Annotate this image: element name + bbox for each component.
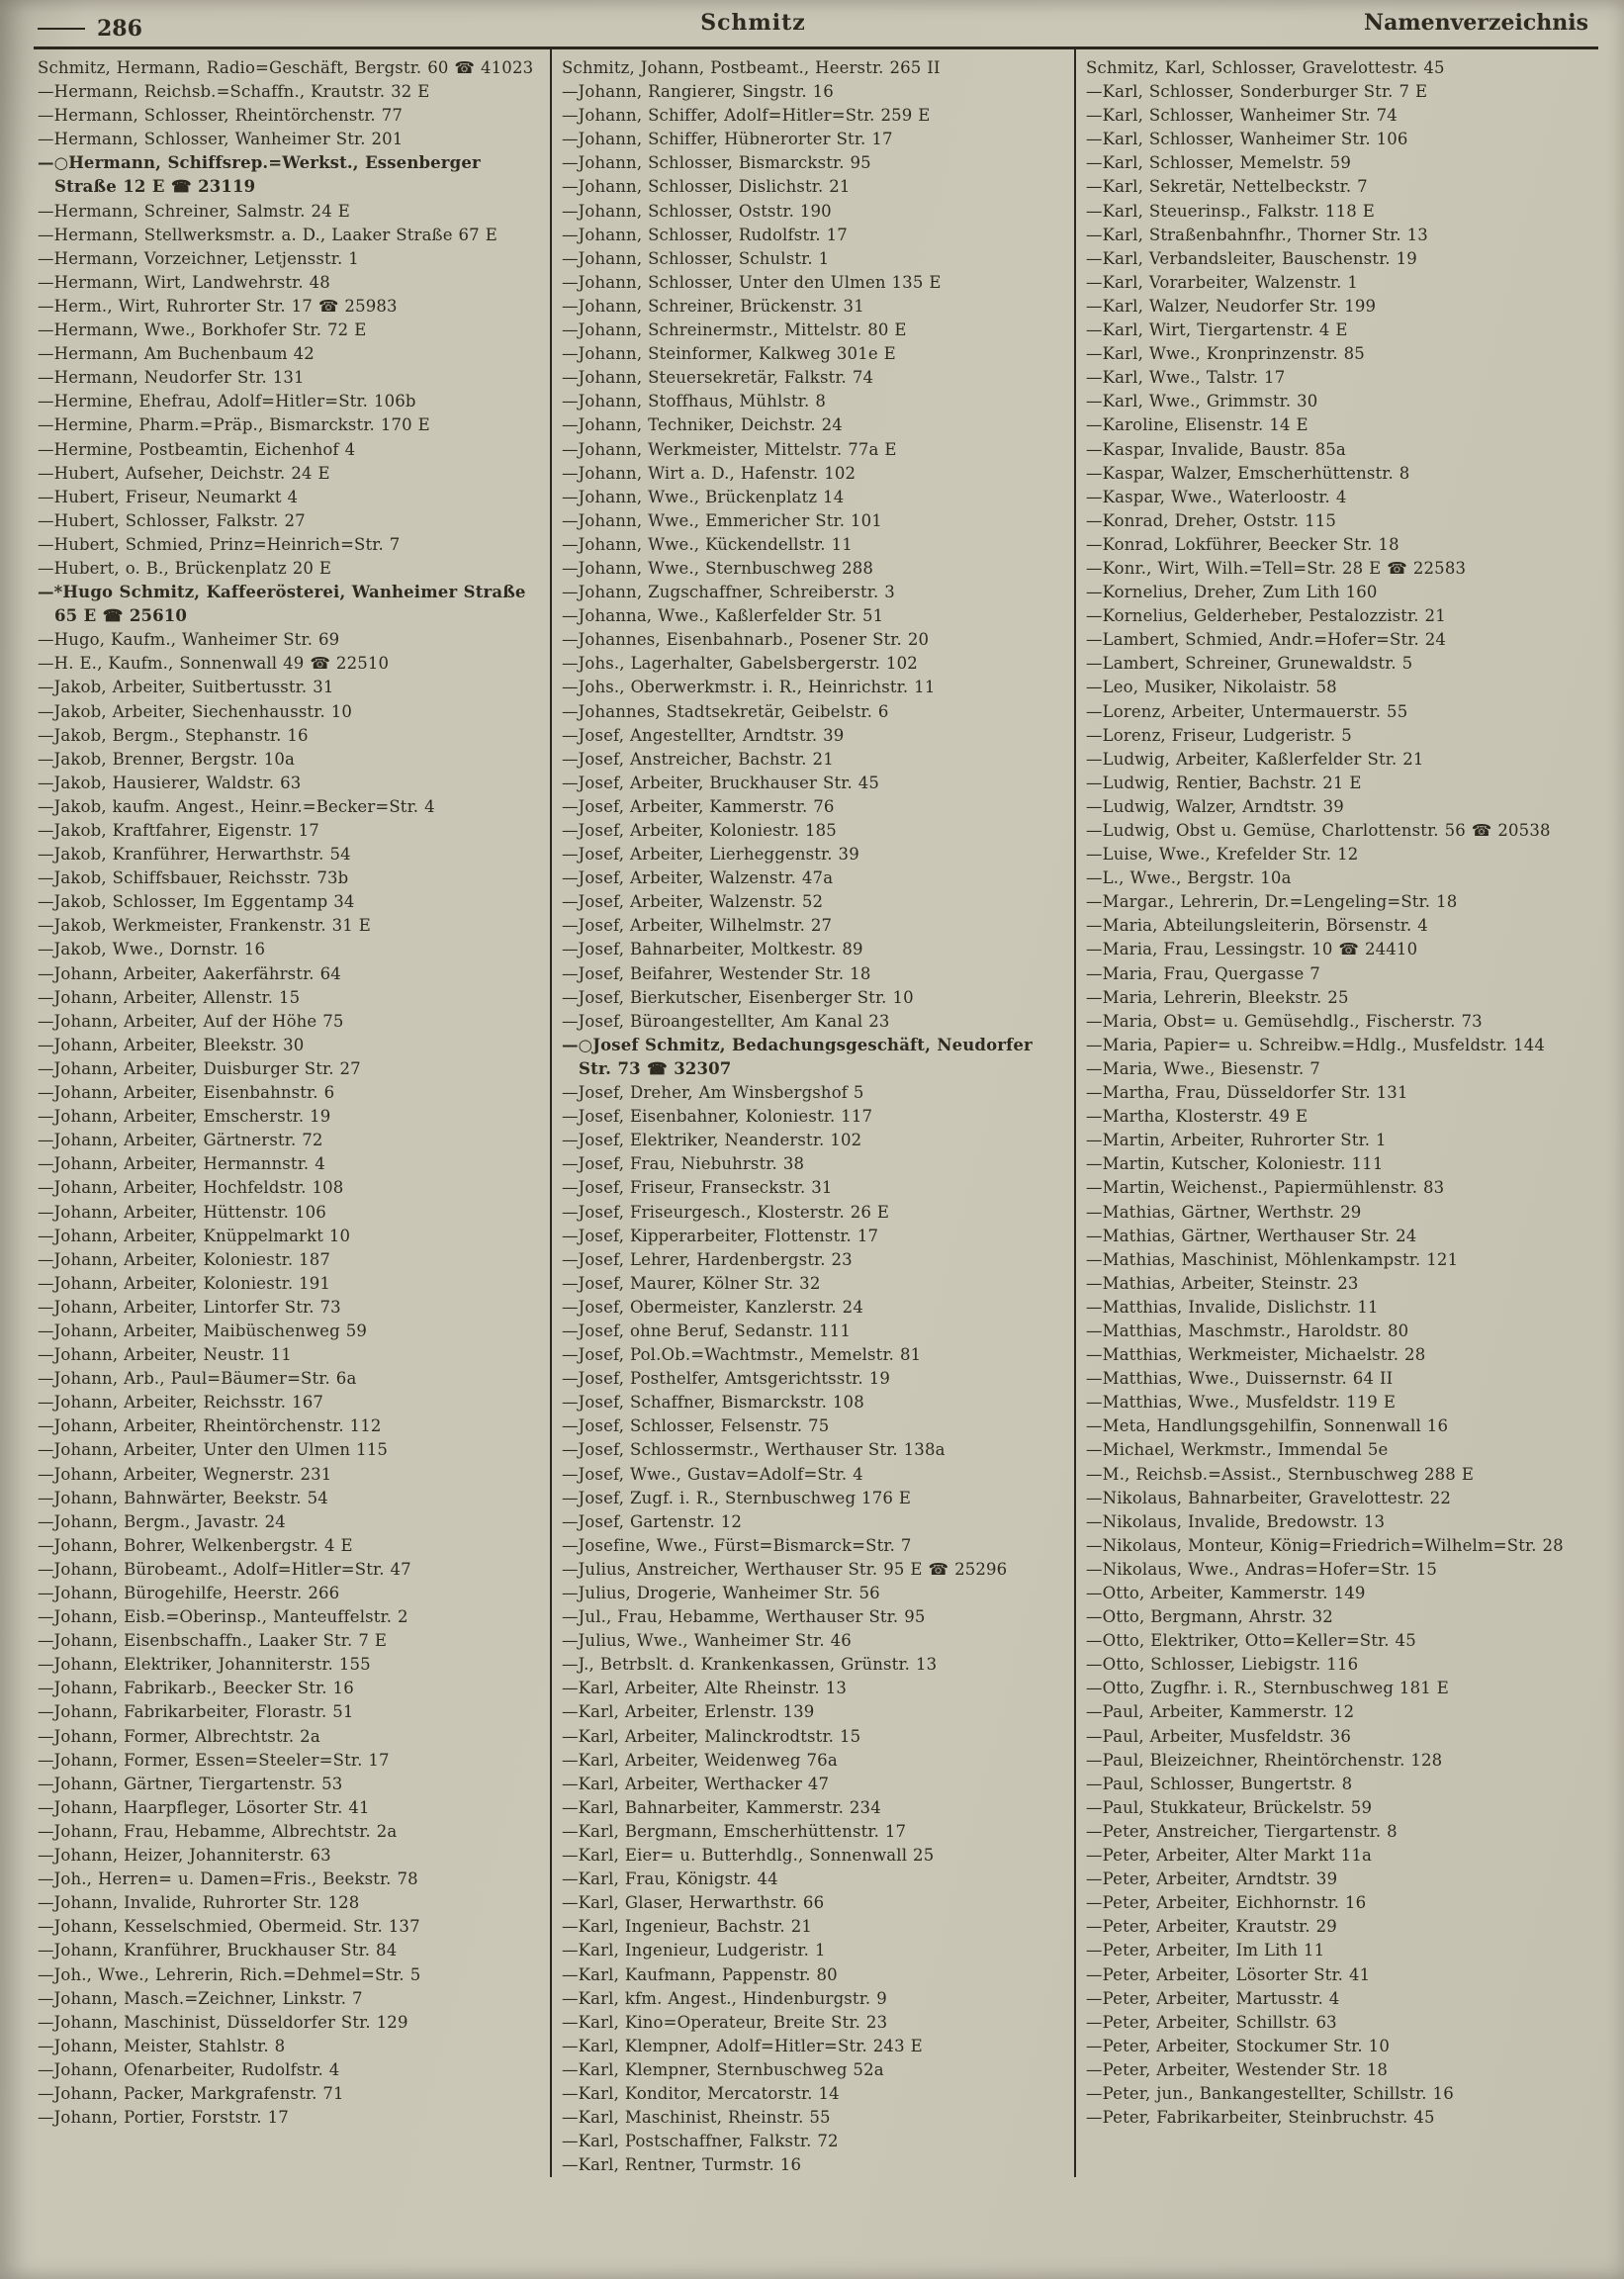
directory-entry: Schmitz, Johann, Postbeamt., Heerstr. 265 II: [562, 58, 941, 77]
directory-entry: —Jakob, Brenner, Bergstr. 10a: [38, 749, 295, 769]
directory-entry: —Lambert, Schmied, Andr.=Hofer=Str. 24: [1086, 630, 1447, 650]
page-title: Schmitz: [700, 10, 806, 36]
directory-entry: —Nikolaus, Wwe., Andras=Hofer=Str. 15: [1086, 1559, 1437, 1579]
directory-entry: —Lambert, Schreiner, Grunewaldstr. 5: [1086, 654, 1413, 674]
directory-entry: —Johann, Maschinist, Düsseldorfer Str. 129: [38, 2012, 408, 2032]
directory-entry: —Martha, Klosterstr. 49 E: [1086, 1107, 1308, 1127]
directory-column-1: [34, 49, 550, 2177]
directory-entry: —Karl, Wwe., Talstr. 17: [1086, 368, 1286, 388]
directory-entry: —Johann, Arbeiter, Auf der Höhe 75: [38, 1011, 344, 1031]
directory-entry: —Johs., Lagerhalter, Gabelsbergerstr. 102: [562, 654, 918, 674]
directory-entry: —Karl, Bahnarbeiter, Kammerstr. 234: [562, 1797, 881, 1817]
directory-entry: —Johann, Techniker, Deichstr. 24: [562, 415, 843, 435]
directory-entry: —M., Reichsb.=Assist., Sternbuschweg 288 E: [1086, 1464, 1475, 1484]
directory-entry: —Nikolaus, Bahnarbeiter, Gravelottestr. 22: [1086, 1488, 1452, 1507]
directory-column-3: [1074, 49, 1598, 2177]
directory-entry: —Nikolaus, Monteur, König=Friedrich=Wilhelm=Str. 28: [1086, 1535, 1564, 1555]
directory-entry: —Karl, Wirt, Tiergartenstr. 4 E: [1086, 320, 1348, 340]
directory-entry: —Josef, ohne Beruf, Sedanstr. 111: [562, 1321, 852, 1340]
directory-entry: —Karl, Schlosser, Wanheimer Str. 74: [1086, 106, 1398, 126]
directory-entry: —Johann, Heizer, Johanniterstr. 63: [38, 1846, 331, 1866]
directory-entry: —Jakob, Werkmeister, Frankenstr. 31 E: [38, 916, 372, 936]
directory-entry: —Josef, Zugf. i. R., Sternbuschweg 176 E: [562, 1488, 912, 1507]
directory-entry: —Josef, Eisenbahner, Koloniestr. 117: [562, 1107, 873, 1127]
directory-entry: —Hubert, Schlosser, Falkstr. 27: [38, 510, 306, 530]
directory-entry: —Johann, Meister, Stahlstr. 8: [38, 2036, 286, 2055]
directory-entry: Schmitz, Karl, Schlosser, Gravelottestr. 45: [1086, 58, 1445, 77]
directory-entry: —Jakob, Arbeiter, Siechenhausstr. 10: [38, 701, 353, 721]
directory-entry: —Josef, Anstreicher, Bachstr. 21: [562, 749, 834, 769]
directory-entry: —Johann, Haarpfleger, Lösorter Str. 41: [38, 1797, 370, 1817]
directory-entry: —Johann, Frau, Hebamme, Albrechtstr. 2a: [38, 1821, 398, 1841]
directory-entry: —Johann, Arbeiter, Maibüschenweg 59: [38, 1321, 367, 1340]
directory-entry: —Josef, Arbeiter, Bruckhauser Str. 45: [562, 773, 880, 792]
directory-entry: —Johann, Fabrikarb., Beecker Str. 16: [38, 1679, 354, 1698]
directory-entry: —Jakob, Bergm., Stephanstr. 16: [38, 725, 309, 745]
directory-entry: —Ludwig, Arbeiter, Kaßlerfelder Str. 21: [1086, 749, 1424, 769]
directory-entry: —Josef, Schlosser, Felsenstr. 75: [562, 1416, 830, 1436]
directory-entry: —Karl, Arbeiter, Erlenstr. 139: [562, 1702, 815, 1722]
directory-entry: —Hermann, Am Buchenbaum 42: [38, 344, 315, 364]
directory-entry: —Leo, Musiker, Nikolaistr. 58: [1086, 678, 1337, 697]
directory-entry: —Johann, Former, Essen=Steeler=Str. 17: [38, 1750, 390, 1770]
directory-entry: —Karl, Bergmann, Emscherhüttenstr. 17: [562, 1821, 907, 1841]
directory-entry: —Josef, Elektriker, Neanderstr. 102: [562, 1131, 862, 1150]
directory-entry: —Josef, Arbeiter, Lierheggenstr. 39: [562, 845, 859, 865]
directory-entry: —Josef, Arbeiter, Walzenstr. 47a: [562, 868, 834, 888]
directory-entry: —Johann, Bergm., Javastr. 24: [38, 1511, 286, 1531]
directory-entry: —Luise, Wwe., Krefelder Str. 12: [1086, 845, 1359, 865]
directory-entry: —Johann, Arbeiter, Eisenbahnstr. 6: [38, 1083, 335, 1103]
directory-entry: —Johann, Steinformer, Kalkweg 301e E: [562, 344, 896, 364]
directory-entry: —Karl, Arbeiter, Alte Rheinstr. 13: [562, 1679, 847, 1698]
directory-entry: —○Hermann, Schiffsrep.=Werkst., Essenberger Straße 12 E ☎ 23119: [38, 153, 481, 197]
directory-entry: —Johann, Schlosser, Dislichstr. 21: [562, 177, 851, 197]
directory-entry: —Peter, Arbeiter, Krautstr. 29: [1086, 1917, 1337, 1937]
directory-entry: —Josef, Friseur, Franseckstr. 31: [562, 1178, 833, 1198]
directory-entry: —Matthias, Invalide, Dislichstr. 11: [1086, 1297, 1379, 1317]
directory-entry: —Peter, Arbeiter, Schillstr. 63: [1086, 2012, 1337, 2032]
directory-entry: —Lorenz, Arbeiter, Untermauerstr. 55: [1086, 701, 1408, 721]
directory-entry: —Peter, Anstreicher, Tiergartenstr. 8: [1086, 1821, 1398, 1841]
directory-entry: —Johann, Arbeiter, Unter den Ulmen 115: [38, 1440, 389, 1460]
directory-entry: —Johann, Arbeiter, Gärtnerstr. 72: [38, 1131, 323, 1150]
directory-entry: —Hermann, Neudorfer Str. 131: [38, 368, 305, 388]
directory-entry: —Peter, Fabrikarbeiter, Steinbruchstr. 45: [1086, 2108, 1435, 2128]
directory-entry: —*Hugo Schmitz, Kaffeerösterei, Wanheimer Straße 65 E ☎ 25610: [38, 583, 526, 626]
directory-entry: —Otto, Zugfhr. i. R., Sternbuschweg 181 E: [1086, 1679, 1449, 1698]
directory-entry: —Matthias, Werkmeister, Michaelstr. 28: [1086, 1345, 1426, 1365]
directory-entry: —Johann, Arbeiter, Hüttenstr. 106: [38, 1202, 326, 1222]
page-header: [34, 8, 1598, 49]
directory-entry: —Johann, Arbeiter, Lintorfer Str. 73: [38, 1297, 341, 1317]
directory-entry: —Hugo, Kaufm., Wanheimer Str. 69: [38, 630, 340, 650]
directory-entry: —Karl, Verbandsleiter, Bauschenstr. 19: [1086, 248, 1417, 268]
directory-entry: —Kaspar, Invalide, Baustr. 85a: [1086, 439, 1346, 459]
directory-entry: —Johann, Arbeiter, Aakerfährstr. 64: [38, 963, 341, 983]
directory-entry: —Jakob, Schiffsbauer, Reichsstr. 73b: [38, 868, 349, 888]
directory-entry: —Hubert, Schmied, Prinz=Heinrich=Str. 7: [38, 534, 401, 554]
directory-entry: —Johann, Zugschaffner, Schreiberstr. 3: [562, 583, 895, 602]
directory-entry: —Peter, Arbeiter, Westender Str. 18: [1086, 2059, 1389, 2079]
directory-entry: —Hermann, Wwe., Borkhofer Str. 72 E: [38, 320, 367, 340]
header-left: [38, 16, 142, 42]
directory-entry: —Martin, Arbeiter, Ruhrorter Str. 1: [1086, 1131, 1387, 1150]
directory-entry: —Johann, Elektriker, Johanniterstr. 155: [38, 1655, 371, 1675]
directory-entry: —Johs., Oberwerkmstr. i. R., Heinrichstr. 11: [562, 678, 936, 697]
directory-entry: —Johanna, Wwe., Kaßlerfelder Str. 51: [562, 606, 884, 626]
directory-entry: —Johann, Arbeiter, Koloniestr. 191: [38, 1273, 331, 1293]
directory-entry: —Konrad, Dreher, Oststr. 115: [1086, 510, 1337, 530]
directory-entry: —Johann, Fabrikarbeiter, Florastr. 51: [38, 1702, 354, 1722]
directory-entry: —Johann, Schreinermstr., Mittelstr. 80 E: [562, 320, 907, 340]
directory-entry: —Hubert, Aufseher, Deichstr. 24 E: [38, 463, 330, 483]
directory-entry: —Johann, Schreiner, Brückenstr. 31: [562, 296, 864, 316]
directory-entry: —Maria, Abteilungsleiterin, Börsenstr. 4: [1086, 916, 1428, 936]
directory-entry: —Hubert, o. B., Brückenplatz 20 E: [38, 558, 332, 578]
directory-entry: —Johann, Kranführer, Bruckhauser Str. 84: [38, 1941, 398, 1960]
directory-entry: —Julius, Drogerie, Wanheimer Str. 56: [562, 1584, 880, 1602]
directory-entry: —Johann, Wwe., Emmericher Str. 101: [562, 510, 882, 530]
directory-entry: —Joh., Herren= u. Damen=Fris., Beekstr. 78: [38, 1869, 418, 1889]
directory-entry: —Ludwig, Rentier, Bachstr. 21 E: [1086, 773, 1362, 792]
directory-entry: —Johann, Schiffer, Adolf=Hitler=Str. 259 E: [562, 106, 931, 126]
directory-entry: —Maria, Frau, Quergasse 7: [1086, 963, 1320, 983]
directory-entry: —Josef, Gartenstr. 12: [562, 1511, 743, 1531]
directory-entry: —Johann, Gärtner, Tiergartenstr. 53: [38, 1774, 343, 1793]
directory-entry: —Josefine, Wwe., Fürst=Bismarck=Str. 7: [562, 1535, 912, 1555]
directory-entry: —Karl, Wwe., Grimmstr. 30: [1086, 392, 1318, 411]
directory-entry: —Jakob, Kraftfahrer, Eigenstr. 17: [38, 821, 319, 840]
directory-entry: —Konr., Wirt, Wilh.=Tell=Str. 28 E ☎ 22583: [1086, 558, 1467, 578]
directory-entry: —Johann, Bohrer, Welkenbergstr. 4 E: [38, 1535, 353, 1555]
directory-entry: —Johann, Arbeiter, Duisburger Str. 27: [38, 1058, 361, 1078]
directory-entry: —Josef, Posthelfer, Amtsgerichtsstr. 19: [562, 1369, 890, 1389]
directory-entry: —Peter, Arbeiter, Martusstr. 4: [1086, 1988, 1340, 2008]
directory-entry: —Johann, Arbeiter, Knüppelmarkt 10: [38, 1226, 351, 1245]
directory-entry: —Martin, Kutscher, Koloniestr. 111: [1086, 1154, 1384, 1174]
directory-entry: —Paul, Arbeiter, Musfeldstr. 36: [1086, 1726, 1351, 1746]
directory-entry: —○Josef Schmitz, Bedachungsgeschäft, Neudorfer Str. 73 ☎ 32307: [562, 1035, 1033, 1078]
directory-entry: —Josef, Schaffner, Bismarckstr. 108: [562, 1393, 864, 1413]
directory-entry: —Johann, Werkmeister, Mittelstr. 77a E: [562, 439, 897, 459]
directory-entry: —Johann, Arbeiter, Neustr. 11: [38, 1345, 292, 1365]
directory-entry: —Karl, Postschaffner, Falkstr. 72: [562, 2132, 839, 2151]
directory-entry: —Karl, Kino=Operateur, Breite Str. 23: [562, 2012, 888, 2032]
directory-entry: —Nikolaus, Invalide, Bredowstr. 13: [1086, 1511, 1386, 1531]
directory-entry: —Peter, Arbeiter, Im Lith 11: [1086, 1941, 1325, 1960]
directory-entry: —Jakob, Kranführer, Herwarthstr. 54: [38, 845, 351, 865]
directory-entry: —Meta, Handlungsgehilfin, Sonnenwall 16: [1086, 1416, 1449, 1436]
directory-entry: —Lorenz, Friseur, Ludgeristr. 5: [1086, 725, 1352, 745]
directory-entry: —Johann, Wwe., Sternbuschweg 288: [562, 558, 874, 578]
directory-entry: —Karl, Ingenieur, Bachstr. 21: [562, 1917, 812, 1937]
directory-entry: —Josef, Bahnarbeiter, Moltkestr. 89: [562, 940, 863, 959]
directory-entry: —Johann, Arbeiter, Reichsstr. 167: [38, 1393, 324, 1413]
directory-entry: —Karl, Klempner, Sternbuschweg 52a: [562, 2059, 884, 2079]
directory-entry: —Paul, Bleizeichner, Rheintörchenstr. 128: [1086, 1750, 1443, 1770]
directory-entry: —Karl, Wwe., Kronprinzenstr. 85: [1086, 344, 1365, 364]
directory-entry: —Johann, Eisb.=Oberinsp., Manteuffelstr. 2: [38, 1607, 408, 1627]
directory-entry: —Johann, Wirt a. D., Hafenstr. 102: [562, 463, 857, 483]
directory-entry: —Peter, Arbeiter, Alter Markt 11a: [1086, 1846, 1372, 1866]
directory-entry: —Kaspar, Walzer, Emscherhüttenstr. 8: [1086, 463, 1410, 483]
directory-entry: —Johann, Kesselschmied, Obermeid. Str. 137: [38, 1917, 420, 1937]
directory-entry: —Josef, Lehrer, Hardenbergstr. 23: [562, 1249, 853, 1269]
directory-entry: —Johann, Arbeiter, Wegnerstr. 231: [38, 1464, 332, 1484]
directory-entry: —Johann, Arbeiter, Hermannstr. 4: [38, 1154, 325, 1174]
directory-entry: —Jakob, Wwe., Dornstr. 16: [38, 940, 266, 959]
directory-entry: —Johann, Arbeiter, Rheintörchenstr. 112: [38, 1416, 382, 1436]
directory-entry: —Karl, kfm. Angest., Hindenburgstr. 9: [562, 1988, 887, 2008]
directory-entry: —Johann, Bürogehilfe, Heerstr. 266: [38, 1584, 340, 1602]
directory-entry: —Hermann, Schlosser, Wanheimer Str. 201: [38, 130, 404, 149]
directory-entry: —Johann, Bahnwärter, Beekstr. 54: [38, 1488, 328, 1507]
directory-entry: —J., Betrbslt. d. Krankenkassen, Grünstr. 13: [562, 1655, 938, 1675]
directory-entry: —Otto, Arbeiter, Kammerstr. 149: [1086, 1584, 1366, 1602]
directory-entry: —Johannes, Eisenbahnarb., Posener Str. 20: [562, 630, 930, 650]
directory-entry: —Johann, Arbeiter, Hochfeldstr. 108: [38, 1178, 344, 1198]
directory-entry: —Josef, Angestellter, Arndtstr. 39: [562, 725, 845, 745]
page-number: 286: [97, 16, 142, 42]
directory-entry: —Margar., Lehrerin, Dr.=Lengeling=Str. 18: [1086, 892, 1458, 912]
directory-entry: —Johann, Invalide, Ruhrorter Str. 128: [38, 1893, 360, 1913]
directory-entry: —Paul, Stukkateur, Brückelstr. 59: [1086, 1797, 1373, 1817]
directory-columns: [34, 49, 1598, 2177]
directory-entry: —Peter, Arbeiter, Lösorter Str. 41: [1086, 1964, 1371, 1984]
directory-entry: —Johann, Schlosser, Bismarckstr. 95: [562, 153, 871, 173]
directory-entry: —Josef, Friseurgesch., Klosterstr. 26 E: [562, 1202, 890, 1222]
directory-entry: —Karl, Maschinist, Rheinstr. 55: [562, 2108, 831, 2128]
directory-entry: —Karl, Straßenbahnfhr., Thorner Str. 13: [1086, 225, 1428, 244]
directory-entry: —Mathias, Arbeiter, Steinstr. 23: [1086, 1273, 1359, 1293]
directory-entry: —Hermine, Postbeamtin, Eichenhof 4: [38, 439, 356, 459]
directory-entry: —Karl, Steuerinsp., Falkstr. 118 E: [1086, 201, 1375, 221]
directory-entry: —Jul., Frau, Hebamme, Werthauser Str. 95: [562, 1607, 926, 1627]
directory-entry: —Peter, Arbeiter, Arndtstr. 39: [1086, 1869, 1338, 1889]
directory-entry: —Karl, Kaufmann, Pappenstr. 80: [562, 1964, 838, 1984]
directory-entry: —Josef, Schlossermstr., Werthauser Str. 138a: [562, 1440, 946, 1460]
directory-entry: —Matthias, Wwe., Duissernstr. 64 II: [1086, 1369, 1394, 1389]
directory-entry: —Kornelius, Gelderheber, Pestalozzistr. 21: [1086, 606, 1446, 626]
directory-entry: —Peter, jun., Bankangestellter, Schillstr. 16: [1086, 2083, 1454, 2103]
directory-entry: —Joh., Wwe., Lehrerin, Rich.=Dehmel=Str. 5: [38, 1964, 421, 1984]
directory-entry: —Josef, Arbeiter, Wilhelmstr. 27: [562, 916, 833, 936]
directory-entry: —Maria, Frau, Lessingstr. 10 ☎ 24410: [1086, 940, 1418, 959]
directory-entry: —Johann, Arbeiter, Koloniestr. 187: [38, 1249, 331, 1269]
directory-entry: —Josef, Maurer, Kölner Str. 32: [562, 1273, 821, 1293]
directory-entry: —Karl, Eier= u. Butterhdlg., Sonnenwall 25: [562, 1846, 935, 1866]
directory-entry: —Josef, Kipperarbeiter, Flottenstr. 17: [562, 1226, 879, 1245]
directory-entry: —Otto, Bergmann, Ahrstr. 32: [1086, 1607, 1333, 1627]
directory-entry: —Johann, Packer, Markgrafenstr. 71: [38, 2083, 344, 2103]
directory-entry: —Johann, Masch.=Zeichner, Linkstr. 7: [38, 1988, 363, 2008]
directory-entry: —Karl, Glaser, Herwarthstr. 66: [562, 1893, 825, 1913]
directory-entry: —Maria, Wwe., Biesenstr. 7: [1086, 1058, 1320, 1078]
directory-entry: —Johann, Former, Albrechtstr. 2a: [38, 1726, 320, 1746]
directory-entry: —Karl, Vorarbeiter, Walzenstr. 1: [1086, 272, 1359, 292]
directory-entry: —Karl, Ingenieur, Ludgeristr. 1: [562, 1941, 826, 1960]
directory-entry: —Johann, Schlosser, Schulstr. 1: [562, 248, 830, 268]
directory-entry: —Otto, Schlosser, Liebigstr. 116: [1086, 1655, 1359, 1675]
directory-entry: —Josef, Pol.Ob.=Wachtmstr., Memelstr. 81: [562, 1345, 922, 1365]
directory-entry: —Jakob, Arbeiter, Suitbertusstr. 31: [38, 678, 334, 697]
directory-entry: —Maria, Lehrerin, Bleekstr. 25: [1086, 987, 1349, 1007]
directory-column-2: [550, 49, 1074, 2177]
directory-entry: —Johann, Schiffer, Hübnerorter Str. 17: [562, 130, 893, 149]
directory-entry: —Karl, Frau, Königstr. 44: [562, 1869, 778, 1889]
directory-entry: —Otto, Elektriker, Otto=Keller=Str. 45: [1086, 1631, 1416, 1651]
directory-entry: —Hermann, Stellwerksmstr. a. D., Laaker Straße 67 E: [38, 225, 497, 244]
directory-entry: —Julius, Anstreicher, Werthauser Str. 95 E ☎ 25296: [562, 1559, 1008, 1579]
directory-entry: —Martin, Weichenst., Papiermühlenstr. 83: [1086, 1178, 1445, 1198]
directory-entry: —Hermine, Ehefrau, Adolf=Hitler=Str. 106b: [38, 392, 416, 411]
directory-entry: —Josef, Arbeiter, Kammerstr. 76: [562, 796, 835, 816]
directory-entry: —Johann, Arbeiter, Emscherstr. 19: [38, 1107, 331, 1127]
directory-entry: —Karl, Klempner, Adolf=Hitler=Str. 243 E: [562, 2036, 923, 2055]
directory-entry: —Jakob, kaufm. Angest., Heinr.=Becker=Str. 4: [38, 796, 435, 816]
directory-entry: —Karl, Arbeiter, Werthacker 47: [562, 1774, 830, 1793]
directory-entry: —Peter, Arbeiter, Stockumer Str. 10: [1086, 2036, 1390, 2055]
directory-entry: —Mathias, Gärtner, Werthstr. 29: [1086, 1202, 1362, 1222]
directory-entry: —Hermann, Vorzeichner, Letjensstr. 1: [38, 248, 359, 268]
directory-entry: Schmitz, Hermann, Radio=Geschäft, Bergstr. 60 ☎ 41023: [38, 58, 534, 77]
directory-entry: —Johann, Ofenarbeiter, Rudolfstr. 4: [38, 2059, 340, 2079]
directory-entry: —Matthias, Maschmstr., Haroldstr. 80: [1086, 1321, 1409, 1340]
directory-entry: —Josef, Dreher, Am Winsbergshof 5: [562, 1083, 864, 1103]
directory-entry: —Karl, Schlosser, Memelstr. 59: [1086, 153, 1351, 173]
directory-entry: —Josef, Büroangestellter, Am Kanal 23: [562, 1011, 890, 1031]
directory-entry: —Paul, Arbeiter, Kammerstr. 12: [1086, 1702, 1355, 1722]
directory-entry: —Johann, Arbeiter, Allenstr. 15: [38, 987, 301, 1007]
directory-entry: —Jakob, Hausierer, Waldstr. 63: [38, 773, 302, 792]
directory-entry: —Johann, Schlosser, Rudolfstr. 17: [562, 225, 848, 244]
directory-entry: —Johann, Schlosser, Oststr. 190: [562, 201, 832, 221]
header-rule-left: [38, 28, 85, 30]
directory-entry: —Kaspar, Wwe., Waterloostr. 4: [1086, 487, 1347, 506]
directory-entry: —Ludwig, Obst u. Gemüse, Charlottenstr. 56 ☎ 20538: [1086, 821, 1551, 840]
directory-entry: —Karl, Sekretär, Nettelbeckstr. 7: [1086, 177, 1368, 197]
directory-entry: —Maria, Obst= u. Gemüsehdlg., Fischerstr. 73: [1086, 1011, 1483, 1031]
directory-entry: —Josef, Bierkutscher, Eisenberger Str. 10: [562, 987, 914, 1007]
directory-entry: —Johann, Wwe., Kückendellstr. 11: [562, 534, 853, 554]
directory-entry: —Jakob, Schlosser, Im Eggentamp 34: [38, 892, 355, 912]
directory-entry: —Karl, Rentner, Turmstr. 16: [562, 2155, 802, 2175]
directory-entry: —Paul, Schlosser, Bungertstr. 8: [1086, 1774, 1353, 1793]
directory-entry: —Karl, Walzer, Neudorfer Str. 199: [1086, 296, 1377, 316]
directory-entry: —Herm., Wirt, Ruhrorter Str. 17 ☎ 25983: [38, 296, 398, 316]
directory-entry: —Michael, Werkmstr., Immendal 5e: [1086, 1440, 1389, 1460]
directory-entry: —Karl, Konditor, Mercatorstr. 14: [562, 2083, 840, 2103]
directory-entry: —Ludwig, Walzer, Arndtstr. 39: [1086, 796, 1344, 816]
directory-entry: —Johann, Rangierer, Singstr. 16: [562, 82, 834, 102]
directory-entry: —Maria, Papier= u. Schreibw.=Hdlg., Musfeldstr. 144: [1086, 1035, 1546, 1054]
directory-entry: —Karoline, Elisenstr. 14 E: [1086, 415, 1308, 435]
directory-entry: —Johann, Arbeiter, Bleekstr. 30: [38, 1035, 305, 1054]
directory-entry: —Mathias, Maschinist, Möhlenkampstr. 121: [1086, 1249, 1459, 1269]
directory-entry: —Johann, Stoffhaus, Mühlstr. 8: [562, 392, 826, 411]
directory-entry: —Johann, Steuersekretär, Falkstr. 74: [562, 368, 874, 388]
directory-entry: —Karl, Arbeiter, Malinckrodtstr. 15: [562, 1726, 861, 1746]
directory-entry: —Martha, Frau, Düsseldorfer Str. 131: [1086, 1083, 1408, 1103]
directory-entry: —Karl, Arbeiter, Weidenweg 76a: [562, 1750, 838, 1770]
directory-entry: —Johann, Bürobeamt., Adolf=Hitler=Str. 47: [38, 1559, 411, 1579]
directory-entry: —Josef, Arbeiter, Koloniestr. 185: [562, 821, 837, 840]
directory-entry: —Hubert, Friseur, Neumarkt 4: [38, 487, 299, 506]
section-title: Namenverzeichnis: [1364, 10, 1588, 36]
directory-entry: —Peter, Arbeiter, Eichhornstr. 16: [1086, 1893, 1367, 1913]
directory-entry: —Kornelius, Dreher, Zum Lith 160: [1086, 583, 1378, 602]
directory-entry: —Johann, Wwe., Brückenplatz 14: [562, 487, 845, 506]
directory-entry: —Johann, Arb., Paul=Bäumer=Str. 6a: [38, 1369, 357, 1389]
directory-entry: —Johannes, Stadtsekretär, Geibelstr. 6: [562, 701, 889, 721]
directory-entry: —Hermann, Schreiner, Salmstr. 24 E: [38, 201, 350, 221]
directory-entry: —Hermine, Pharm.=Präp., Bismarckstr. 170 E: [38, 415, 430, 435]
directory-entry: —H. E., Kaufm., Sonnenwall 49 ☎ 22510: [38, 654, 390, 674]
directory-entry: —Johann, Schlosser, Unter den Ulmen 135 E: [562, 272, 942, 292]
directory-entry: —Karl, Schlosser, Sonderburger Str. 7 E: [1086, 82, 1428, 102]
directory-entry: —Johann, Portier, Forststr. 17: [38, 2108, 289, 2128]
directory-entry: —Hermann, Reichsb.=Schaffn., Krautstr. 32 E: [38, 82, 430, 102]
directory-entry: —Hermann, Wirt, Landwehrstr. 48: [38, 272, 330, 292]
directory-entry: —Julius, Wwe., Wanheimer Str. 46: [562, 1631, 852, 1651]
directory-entry: —Konrad, Lokführer, Beecker Str. 18: [1086, 534, 1399, 554]
directory-entry: —Karl, Schlosser, Wanheimer Str. 106: [1086, 130, 1408, 149]
directory-entry: —Mathias, Gärtner, Werthauser Str. 24: [1086, 1226, 1417, 1245]
directory-entry: —L., Wwe., Bergstr. 10a: [1086, 868, 1292, 888]
directory-entry: —Josef, Beifahrer, Westender Str. 18: [562, 963, 871, 983]
directory-entry: —Matthias, Wwe., Musfeldstr. 119 E: [1086, 1393, 1397, 1413]
directory-entry: —Hermann, Schlosser, Rheintörchenstr. 77: [38, 106, 404, 126]
directory-entry: —Josef, Arbeiter, Walzenstr. 52: [562, 892, 824, 912]
directory-entry: —Josef, Wwe., Gustav=Adolf=Str. 4: [562, 1464, 863, 1484]
directory-entry: —Johann, Eisenbschaffn., Laaker Str. 7 E: [38, 1631, 388, 1651]
directory-entry: —Josef, Obermeister, Kanzlerstr. 24: [562, 1297, 863, 1317]
directory-entry: —Josef, Frau, Niebuhrstr. 38: [562, 1154, 805, 1174]
